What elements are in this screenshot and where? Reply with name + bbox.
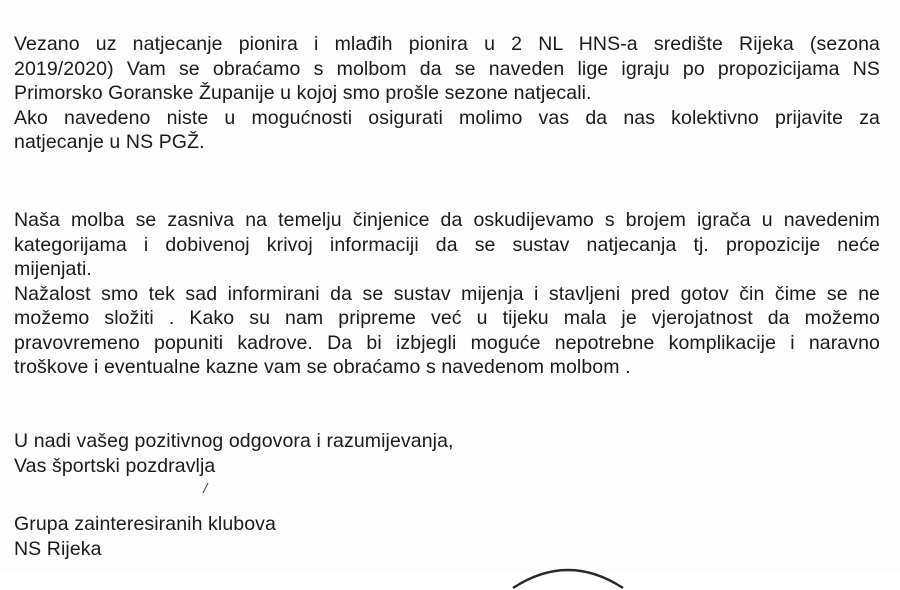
text-line: Vezano uz natjecanje pionira i mlađih pionira u 2 NL HNS-a središte Rijeka (sezona bbox=[14, 33, 880, 55]
text-line: Nažalost smo tek sad informirani da se sustav mijenja i stavljeni pred gotov čin čime se ne bbox=[14, 282, 880, 305]
text-line: troškove i eventualne kazne vam se obraćamo s navedenom molbom . bbox=[14, 356, 631, 378]
text-line: možemo složiti . Kako su nam pripreme već u tijeku mala je vjerojatnost da možemo bbox=[14, 307, 880, 329]
letter-paragraph-reasons bbox=[14, 208, 880, 380]
text-line: Vas športski pozdravlja bbox=[14, 454, 216, 477]
letter-signature bbox=[14, 512, 880, 561]
pen-mark bbox=[200, 482, 210, 494]
text-line: natjecanje u NS PGŽ. bbox=[14, 131, 205, 153]
text-line: mijenjati. bbox=[14, 258, 92, 280]
text-line: 2019/2020) Vam se obraćamo s molbom da se naveden lige igraju po propozicijama NS bbox=[14, 57, 880, 80]
text-line: Naša molba se zasniva na temelju činjenice da oskudijevamo s brojem igrača u navedenim bbox=[14, 209, 880, 231]
text-line: Grupa zainteresiranih klubova bbox=[14, 513, 276, 535]
stamp-edge bbox=[508, 560, 628, 590]
text-line: NS Rijeka bbox=[14, 537, 102, 560]
text-line: kategorijama i dobivenoj krivoj informaciji da se sustav natjecanja tj. propozicije neće bbox=[14, 233, 880, 256]
letter-closing bbox=[14, 429, 880, 478]
text-line: Primorsko Goranske Županije u kojoj smo prošle sezone natjecali. bbox=[14, 82, 592, 104]
text-line: pravovremeno popuniti kadrove. Da bi izbjegli moguće nepotrebne komplikacije i naravno bbox=[14, 331, 880, 354]
text-line: Ako navedeno niste u mogućnosti osigurati molimo vas da nas kolektivno prijavite za bbox=[14, 106, 880, 129]
letter-paragraph-request bbox=[14, 32, 880, 155]
text-line: U nadi vašeg pozitivnog odgovora i razumijevanja, bbox=[14, 430, 454, 452]
